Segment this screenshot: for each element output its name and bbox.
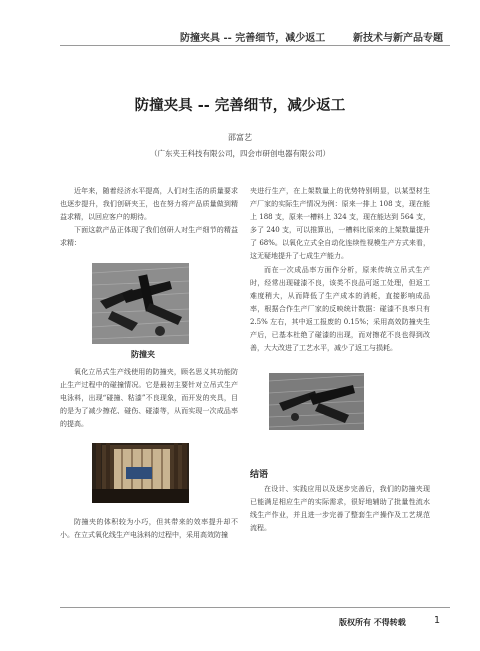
article-title: 防撞夹具 -- 完善细节，减少返工: [134, 98, 346, 114]
running-title: 防撞夹具 -- 完善细节，减少返工: [180, 33, 326, 44]
copyright-notice: 版权所有 不得转载: [339, 617, 406, 627]
paragraph: 近年来，随着经济水平提高，人们对生活的质量要求也逐步提升，我们创研夹王，也在努力将产品质量做到精益求精，以回应客户的期待。: [60, 187, 238, 222]
left-column-end: [60, 516, 238, 542]
conclusion-heading: 结语: [250, 470, 269, 480]
left-column-intro: [60, 185, 238, 250]
paragraph: 防撞夹的体积较为小巧，但其带来的效率提升却不小。在立式氧化线生产电泳料的过程中，采用高效防撞: [60, 518, 238, 540]
figure-caption: 防撞夹: [131, 350, 155, 359]
article-affiliation: （广东夹王科技有限公司，四会市研创电器有限公司）: [150, 149, 330, 158]
article-author: 邵富艺: [228, 133, 252, 142]
page-header: [0, 0, 480, 48]
paragraph: 下面这款产品正体现了我们创研人对生产细节的精益求精：: [60, 226, 238, 248]
paragraph: 在设计、实践应用以及逐步完善后，我们的防撞夹现已能满足相应生产的实际需求，很好地辅助了批量性流水线生产作业，并且进一步完善了整套生产操作及工艺规范流程。: [250, 485, 430, 533]
footer-divider: [60, 607, 450, 608]
page-number: 1: [434, 615, 441, 626]
left-column-body: [60, 366, 238, 431]
clamp-photo: [92, 263, 189, 344]
header-divider: [60, 45, 450, 46]
paragraph: 夹进行生产，在上架数量上的优势特别明显，以某型材生产厂家的实际生产情况为例：原来一排上 108 支，现在能上 188 支，原来一槽料上 324 支，现在能达到 564 支，多了 240 支，可以推算出，一槽料比原来的上架数量提升了 68%。以氧化立式全自动化连续性视模生产方式来看，这无疑地提升了七成生产能力。: [250, 187, 430, 261]
conclusion-body: [250, 483, 430, 535]
right-column-body: [250, 185, 430, 355]
production-line-photo: [92, 443, 189, 503]
section-title: 新技术与新产品专题: [353, 33, 443, 44]
paragraph: 氧化立吊式生产线使用的防撞夹，顾名思义其功能防止生产过程中的碰撞情况。它是最初主要针对立吊式生产电泳料，出现“碰撞、粘漆”不良现象，而开发的夹具，目的是为了减少擦花、碰伤、碰漆等，从而实现一次成品率的提高。: [60, 368, 238, 429]
clamp-detail-photo: [269, 373, 364, 430]
paragraph: 而在一次成品率方面作分析，原来传统立吊式生产时，经常出现碰漆不良，该类不良品可返工处理，但返工难度稍大，从而降低了生产成本的消耗，直接影响成品率，根据合作生产厂家的反映统计数据：碰漆不良率只有 2.5% 左右，其中返工报废的 0.15%；采用高效防撞夹生产后，已基本杜绝了碰漆的出现，而对擦花不良也得到改善，大大改进了工艺水平，减少了返工与损耗。: [250, 265, 430, 353]
